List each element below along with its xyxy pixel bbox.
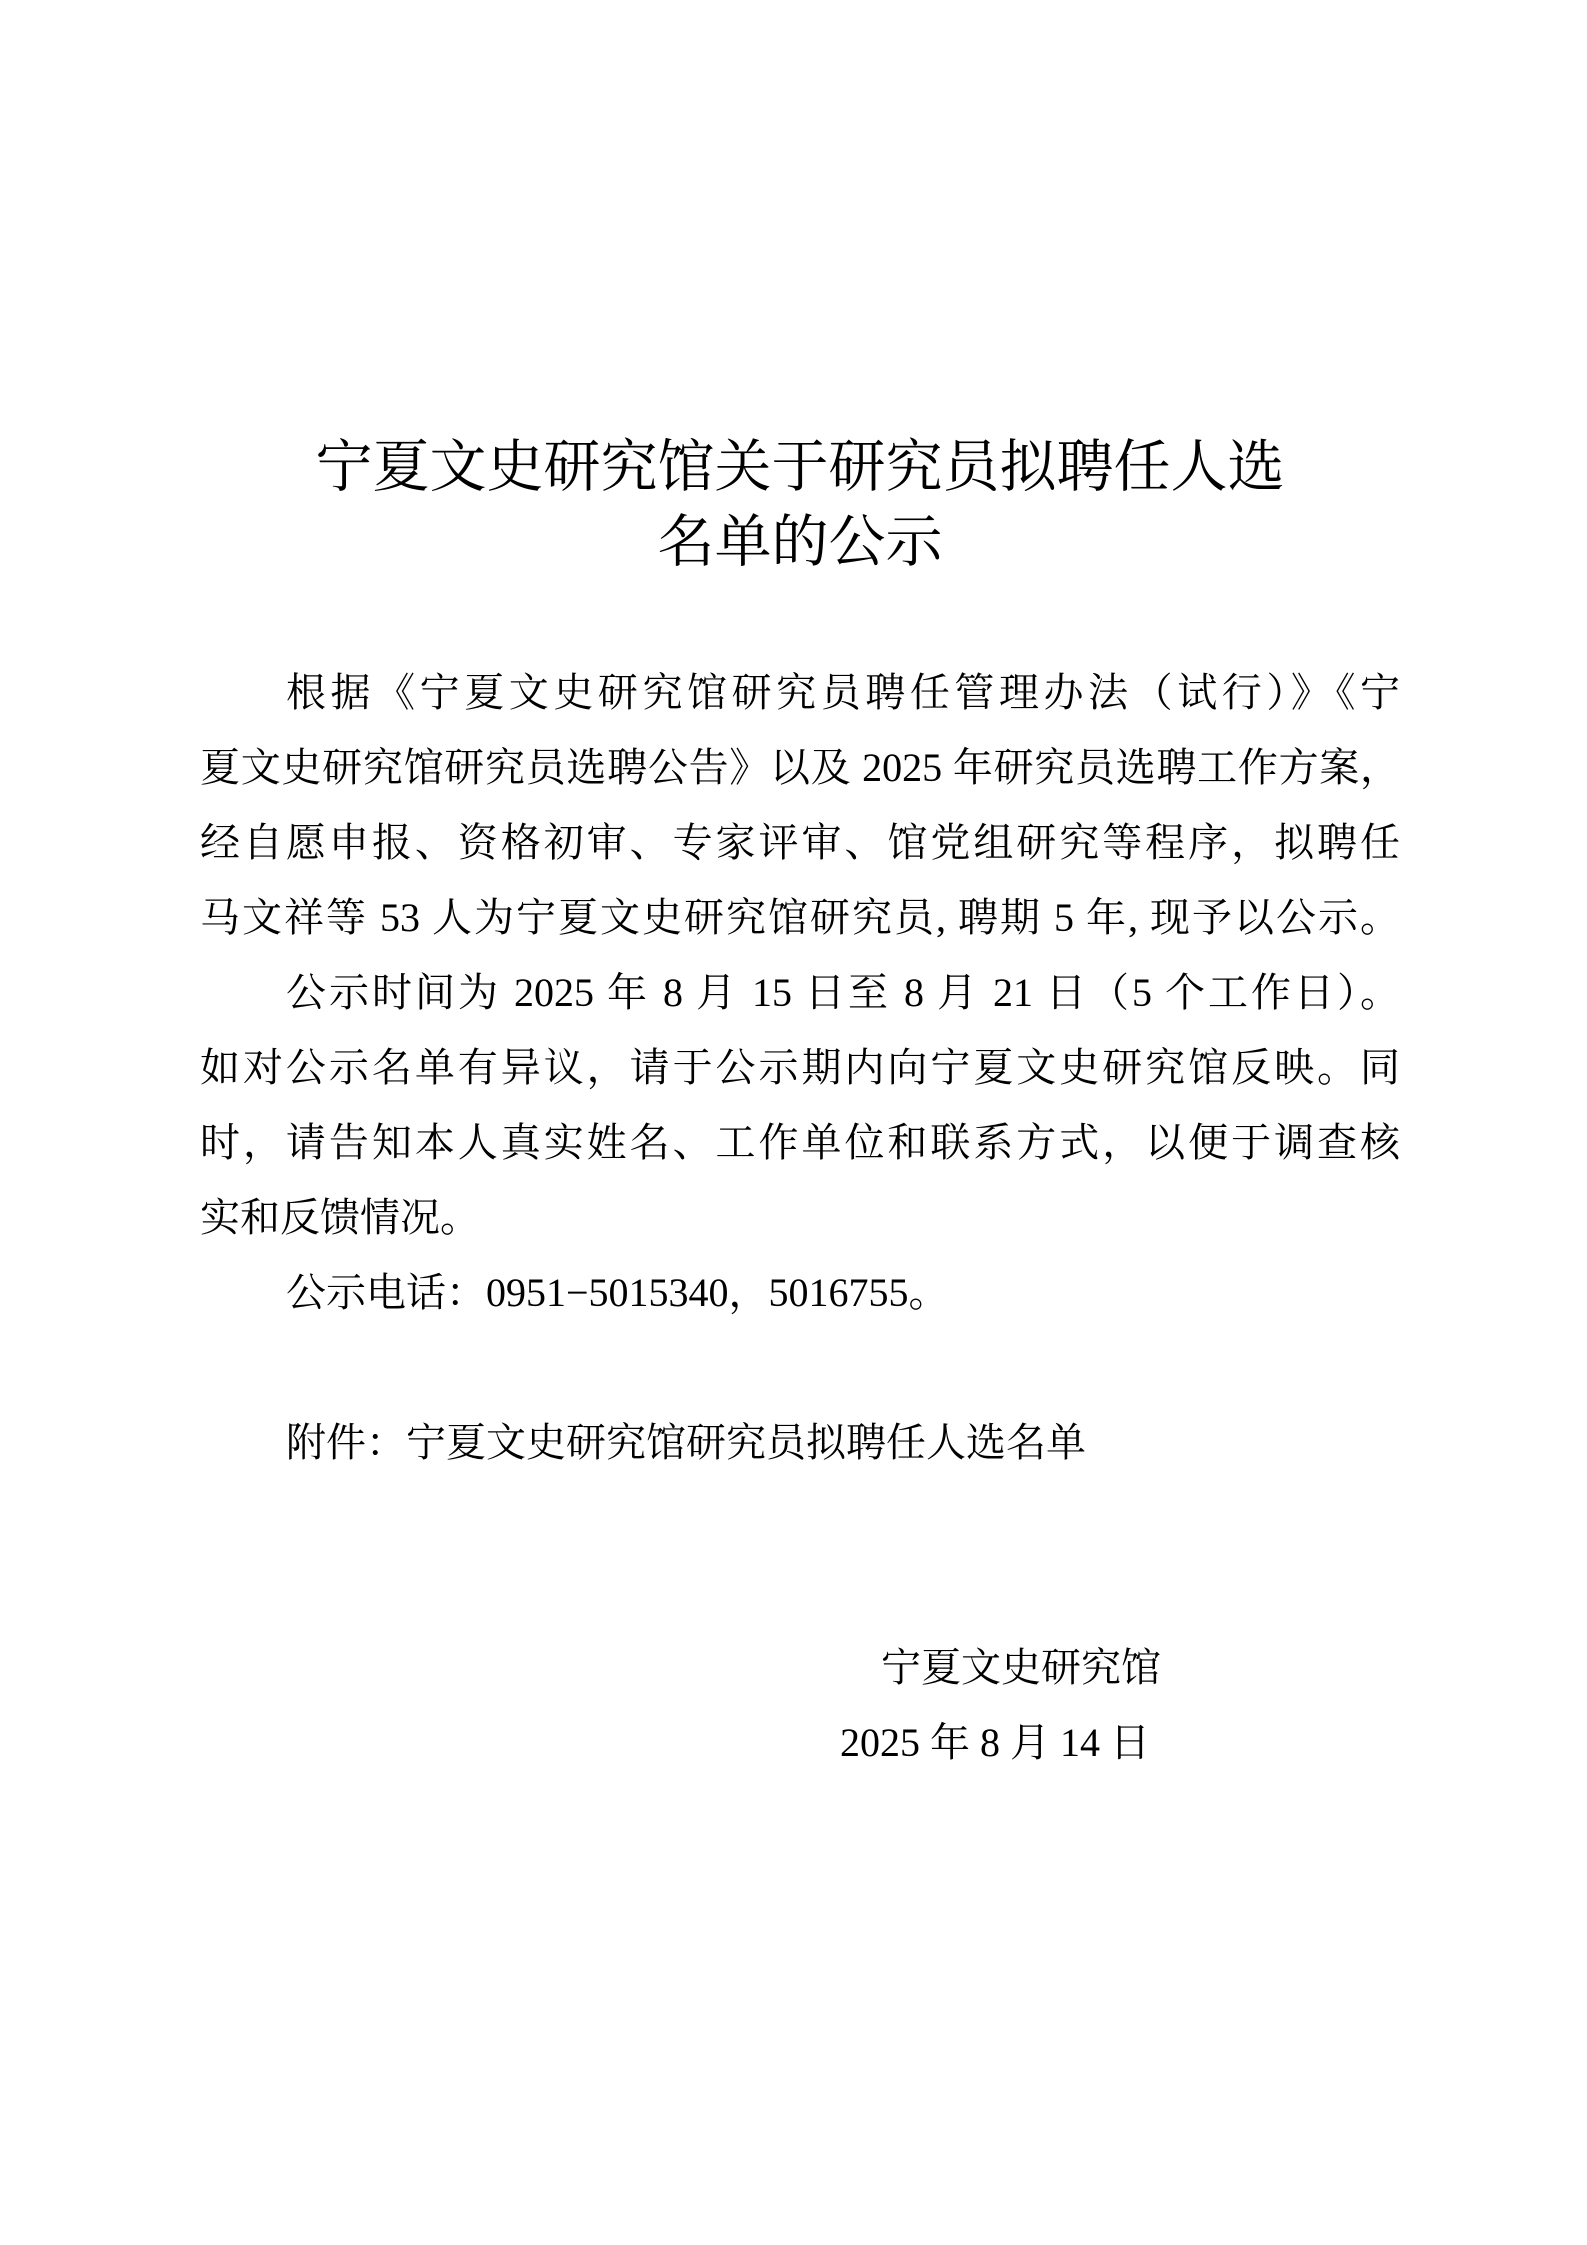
document-title-line-2: 名单的公示 bbox=[657, 511, 943, 574]
paragraph1-line-3: 经自愿申报、资格初审、专家评审、馆党组研究等程序，拟聘任 bbox=[200, 820, 1400, 865]
signature-organization: 宁夏文史研究馆 bbox=[881, 1645, 1161, 1690]
attachment-line: 附件：宁夏文史研究馆研究员拟聘任人选名单 bbox=[286, 1420, 1086, 1465]
phone-line: 公示电话：0951−5015340，5016755。 bbox=[286, 1270, 949, 1315]
spacer bbox=[200, 1480, 1400, 1630]
paragraph1-line-1: 根据《宁夏文史研究馆研究员聘任管理办法（试行）》《宁 bbox=[286, 670, 1400, 715]
paragraph2-line-3: 时，请告知本人真实姓名、工作单位和联系方式，以便于调查核 bbox=[200, 1120, 1400, 1165]
spacer bbox=[200, 580, 1400, 655]
paragraph1-line-4: 马文祥等 53 人为宁夏文史研究馆研究员, 聘期 5 年, 现予以公示。 bbox=[200, 895, 1400, 940]
paragraph2-line-4: 实和反馈情况。 bbox=[200, 1195, 480, 1240]
spacer bbox=[200, 1330, 1400, 1405]
paragraph2-line-2: 如对公示名单有异议，请于公示期内向宁夏文史研究馆反映。同 bbox=[200, 1045, 1400, 1090]
paragraph2-line-1: 公示时间为 2025 年 8 月 15 日至 8 月 21 日（5 个工作日）。 bbox=[286, 970, 1400, 1015]
document-title-line-1: 宁夏文史研究馆关于研究员拟聘任人选 bbox=[315, 436, 1285, 499]
paragraph1-line-2: 夏文史研究馆研究员选聘公告》以及 2025 年研究员选聘工作方案， bbox=[200, 745, 1400, 790]
signature-date: 2025 年 8 月 14 日 bbox=[840, 1720, 1150, 1765]
